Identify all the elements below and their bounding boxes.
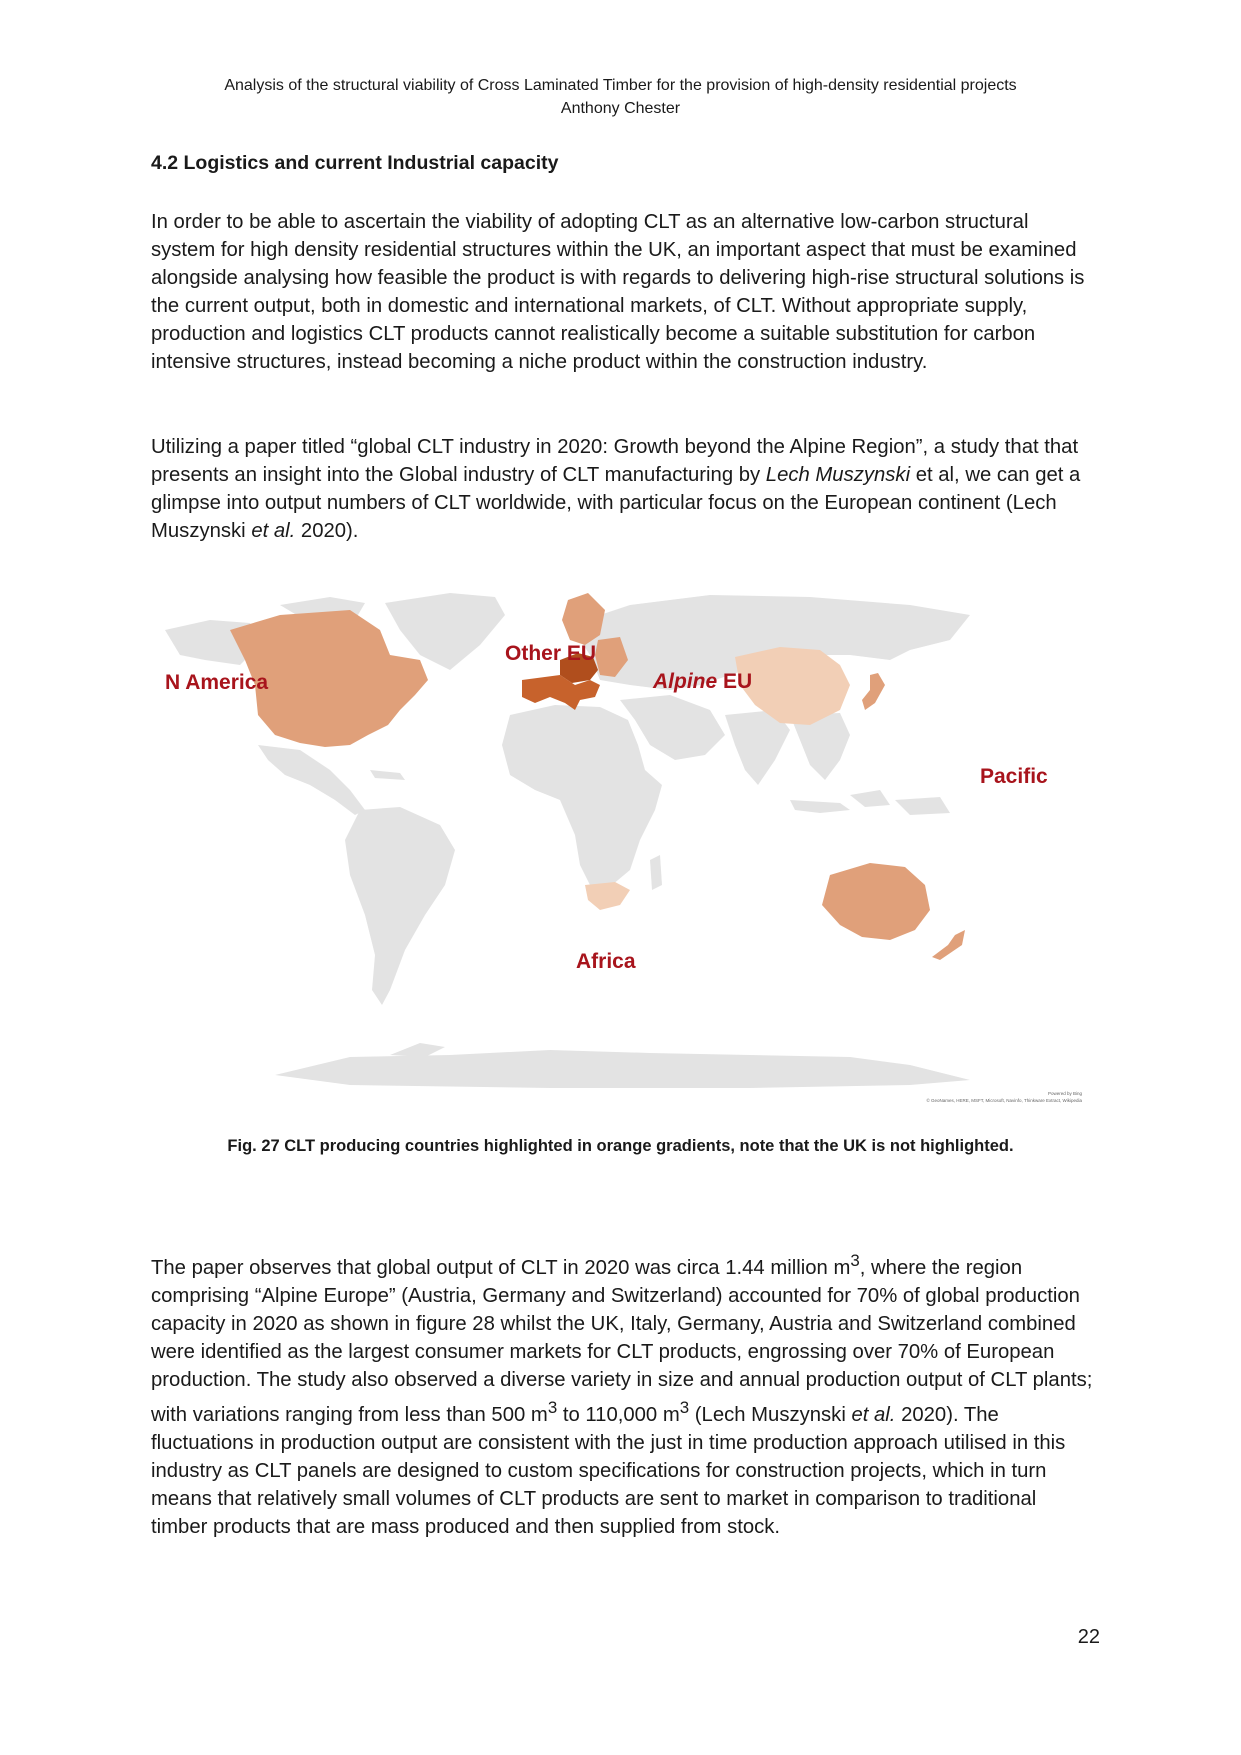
page-number: 22 bbox=[1077, 1626, 1100, 1648]
running-header-author: Anthony Chester bbox=[560, 100, 681, 117]
author-name: Lech Muszynski bbox=[765, 464, 911, 486]
region-japan bbox=[862, 673, 885, 710]
superscript-3: 3 bbox=[679, 1397, 690, 1417]
et-al: et al. bbox=[851, 1403, 896, 1426]
running-header-title: Analysis of the structural viability of Cross Laminated Timber for the provision of high-density residential projects bbox=[224, 77, 1017, 94]
paragraph-source-text-a: Utilizing a paper titled “global CLT industry in 2020: Growth beyond the Alpine Region”, a study that that presents an insight into the Global industry of CLT manufacturing by bbox=[151, 436, 1079, 486]
map-label-alpine-eu bbox=[652, 670, 752, 693]
map-label-other-eu: Other EU bbox=[505, 642, 597, 665]
p3-text-d: (Lech Muszynski bbox=[689, 1403, 852, 1426]
map-label-africa: Africa bbox=[576, 950, 636, 973]
paragraph-source bbox=[151, 433, 1096, 545]
paragraph-intro: In order to be able to ascertain the viability of adopting CLT as an alternative low-carbon structural system for high density residential structures within the UK, an important aspect that must be examined alongside analysing how feasible the product is with regards to delivering high-rise structural solutions is the current output, both in domestic and international markets, of CLT. Without appropriate supply, production and logistics CLT products cannot realistically become a suitable substitution for carbon intensive structures, instead becoming a niche product within the construction industry. bbox=[151, 211, 1085, 373]
section-heading: 4.2 Logistics and current Industrial capacity bbox=[151, 152, 559, 174]
map-label-alpine-rest: EU bbox=[717, 670, 753, 693]
paragraph-output bbox=[151, 1247, 1096, 1541]
world-map bbox=[150, 585, 1095, 1110]
region-south-africa bbox=[585, 882, 630, 910]
world-map-figure bbox=[150, 585, 1095, 1110]
et-al: et al. bbox=[251, 520, 296, 542]
region-australia bbox=[822, 863, 930, 940]
p3-text-c: to 110,000 m bbox=[557, 1403, 680, 1426]
superscript-3: 3 bbox=[850, 1251, 860, 1270]
map-attribution: © GeoNames, HERE, MSFT, Microsoft, Navinfo, Thinkware Extract, Wikipedia bbox=[926, 1098, 1082, 1103]
map-attribution-powered: Powered by Bing bbox=[1047, 1091, 1082, 1096]
map-label-alpine-italic: Alpine bbox=[653, 670, 718, 693]
map-label-n-america: N America bbox=[165, 671, 269, 694]
p3-text-a: The paper observes that global output of CLT in 2020 was circa 1.44 million m bbox=[151, 1256, 851, 1279]
superscript-3: 3 bbox=[547, 1397, 558, 1417]
paragraph-source-text-b: et al, we can get a glimpse into output numbers of CLT worldwide, with particular focus on the European continent (Lech Muszynski bbox=[151, 464, 1081, 542]
p3-text-e: 2020). The fluctuations in production output are consistent with the just in time production approach utilised in this industry as CLT panels are designed to custom specifications for construction projects, which in turn means that relatively small volumes of CLT products are sent to market in comparison to traditional timber products that are mass produced and then supplied from stock. bbox=[151, 1403, 1066, 1538]
paragraph-source-text-c: 2020). bbox=[295, 520, 359, 542]
p3-text-b: , where the region comprising “Alpine Europe” (Austria, Germany and Switzerland) accounted for 70% of global production capacity in 2020 as shown in figure 28 whilst the UK, Italy, Germany, Austria and Switzerland combined were identified as the largest consumer markets for CLT products, engrossing over 70% of European production. The study also observed a diverse variety in size and annual production output of CLT plants; with variations ranging from less than 500 m bbox=[151, 1256, 1093, 1426]
region-new-zealand bbox=[932, 930, 965, 960]
figure-caption: Fig. 27 CLT producing countries highlighted in orange gradients, note that the UK is not highlighted. bbox=[227, 1137, 1014, 1155]
map-label-pacific: Pacific bbox=[980, 765, 1048, 788]
